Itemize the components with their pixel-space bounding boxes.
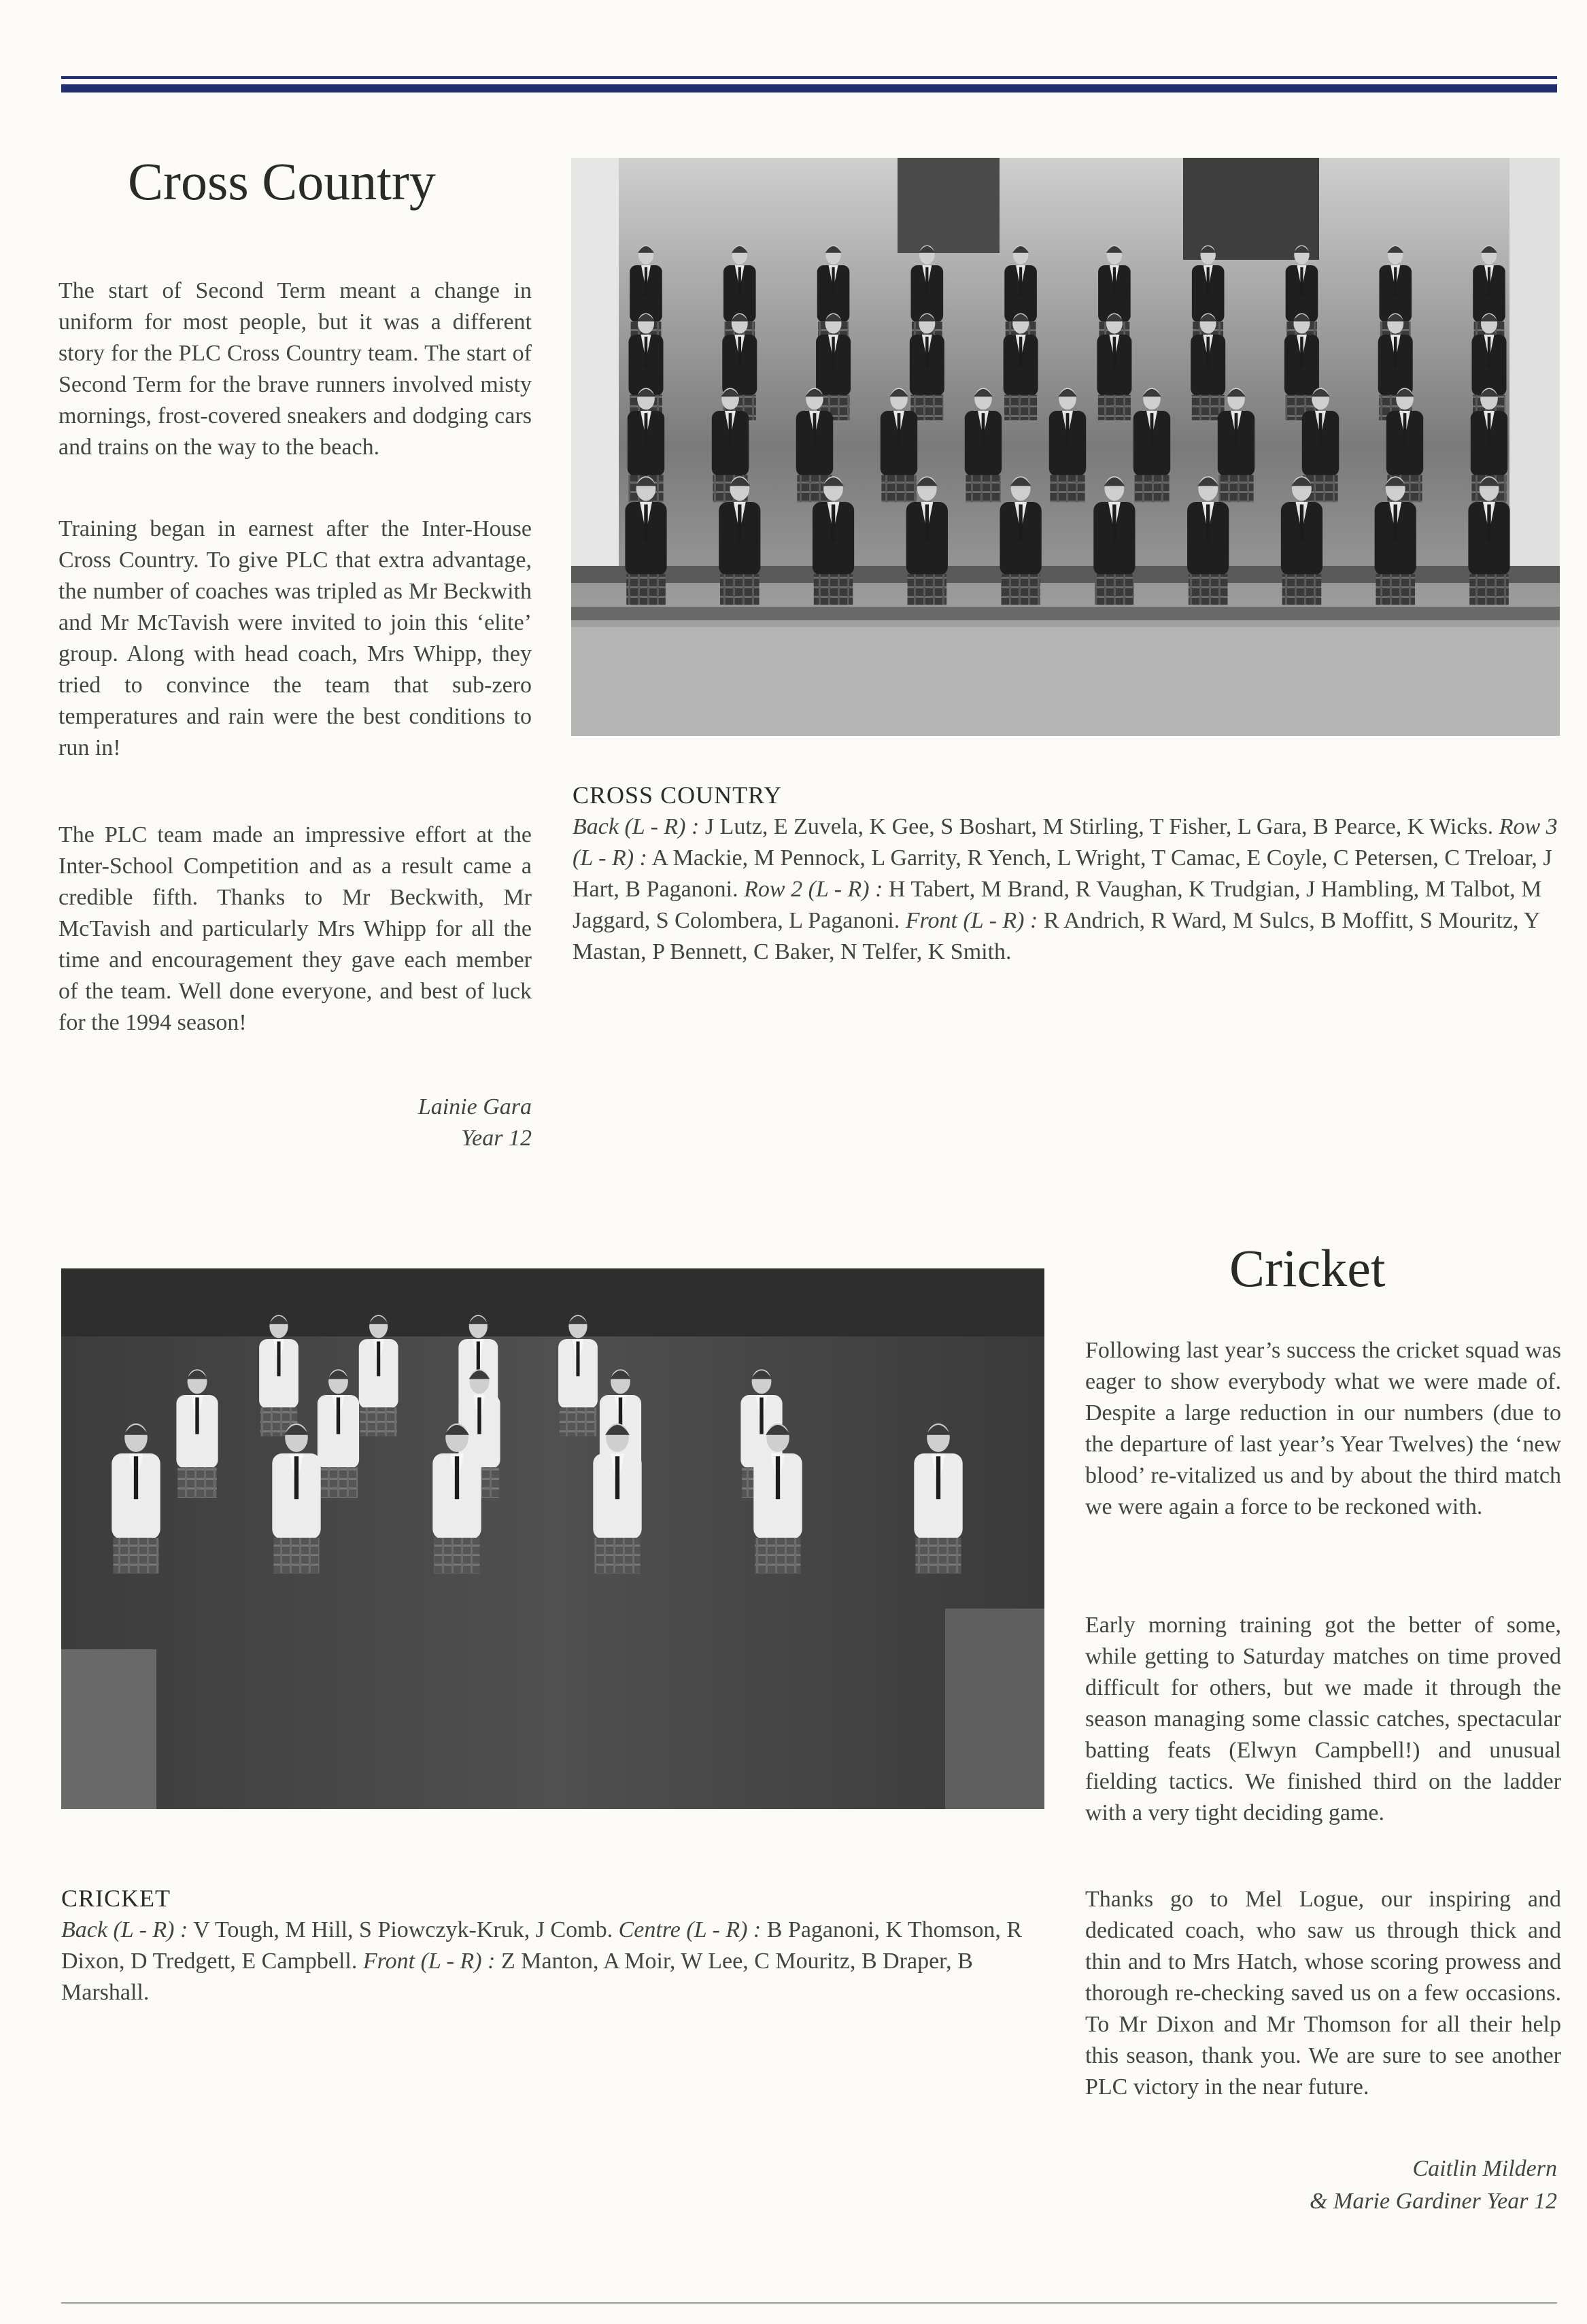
cricket-photo-image [61,1268,1044,1809]
author-name: Lainie Gara [417,1094,532,1119]
author-name: Caitlin Mildern [1412,2156,1557,2181]
cricket-caption [61,1915,1047,2008]
caption-row-names: J Lutz, E Zuvela, K Gee, S Boshart, M Stirling, T Fisher, L Gara, B Pearce, K Wicks. [699,814,1499,839]
cricket-caption-title: CRICKET [61,1885,171,1912]
cricket-author [1310,2153,1557,2218]
caption-row-names: B Paganoni, K Thomson, R Dixon, D Tredgett, E Campbell. [61,1917,1023,1974]
caption-row-names: A Mackie, M Pennock, L Garrity, R Yench, L Wright, T Camac, E Coyle, C Petersen, C Treloar, J Hart, B Paganoni. [573,845,1552,902]
cricket-paragraph-3: Thanks go to Mel Logue, our inspiring and dedicated coach, who saw us through thick and thin and to Mrs Hatch, whose scoring prowess and thorough re-checking saved us on a few occasions. To Mr Dixon and Mr Thomson for all their help this season, thank you. We are sure to see another PLC victory in the near future. [1085,1887,1561,2100]
caption-row-label: Front (L - R) : [905,908,1038,933]
caption-row-label: Back (L - R) : [573,814,700,839]
cross-country-author [418,1092,532,1154]
author-year: Year 12 [461,1126,532,1151]
caption-row-label: Front (L - R) : [362,1949,496,1974]
cross-country-caption [573,811,1558,968]
top-rule-thick [61,84,1557,92]
caption-row-label: Centre (L - R) : [618,1917,762,1942]
caption-row-label: Back (L - R) : [61,1917,188,1942]
cross-country-paragraph-3: The PLC team made an impressive effort at the Inter-School Competition and as a result came a credible fifth. Thanks to Mr Beckwith, Mr McTavish and particularly Mrs Whipp for all the time and encouragement they gave each member of the team. Well done everyone, and best of luck for the 1994 season! [58,822,532,1035]
cross-country-paragraph-1: The start of Second Term meant a change in uniform for most people, but it was a different story for the PLC Cross Country team. The start of Second Term for the brave runners involved misty mornings, frost-covered sneakers and dodging cars and trains on the way to the beach. [58,278,532,460]
cross-country-paragraph-2: Training began in earnest after the Inter-House Cross Country. To give PLC that extra advantage, the number of coaches was tripled as Mr Beckwith and Mr McTavish were invited to join this ‘elite’ group. Along with head coach, Mrs Whipp, they tried to convince the team that sub-zero temperatures and rain were the best conditions to run in! [58,516,532,760]
caption-row-names: V Tough, M Hill, S Piowczyk-Kruk, J Comb. [188,1917,619,1942]
cross-country-caption-title: CROSS COUNTRY [573,781,783,809]
cross-country-photo-image [571,158,1560,736]
cross-country-team-photo [571,158,1560,736]
caption-row-label: Row 3 (L - R) : [573,814,1558,871]
cross-country-title: Cross Country [128,152,436,211]
cricket-paragraph-2: Early morning training got the better of some, while getting to Saturday matches on time proved difficult for others, but we made it through the season managing some classic catches, spectacular batting feats (Elwyn Campbell!) and unusual fielding tactics. We finished third on the ladder with a very tight deciding game. [1085,1613,1561,1825]
caption-row-names: Z Manton, A Moir, W Lee, C Mouritz, B Draper, B Marshall. [61,1949,973,2005]
cricket-team-photo [61,1268,1044,1809]
cricket-title: Cricket [1229,1239,1386,1298]
caption-row-label: Row 2 (L - R) : [744,877,883,902]
author-line-2: & Marie Gardiner Year 12 [1310,2189,1557,2214]
top-rule-thin [61,76,1557,79]
caption-row-names: H Tabert, M Brand, R Vaughan, K Trudgian, J Hambling, M Talbot, M Jaggard, S Colombera, L Paganoni. [573,877,1542,933]
caption-row-names: R Andrich, R Ward, M Sulcs, B Moffitt, S Mouritz, Y Mastan, P Bennett, C Baker, N Telfer, K Smith. [573,908,1540,964]
cricket-paragraph-1: Following last year’s success the cricket squad was eager to show everybody what we were made of. Despite a large reduction in our numbers (due to the departure of last year’s Year Twelves) the ‘new blood’ re-vitalized us and by about the third match we were again a force to be reckoned with. [1085,1338,1561,1519]
bottom-rule [61,2302,1557,2304]
